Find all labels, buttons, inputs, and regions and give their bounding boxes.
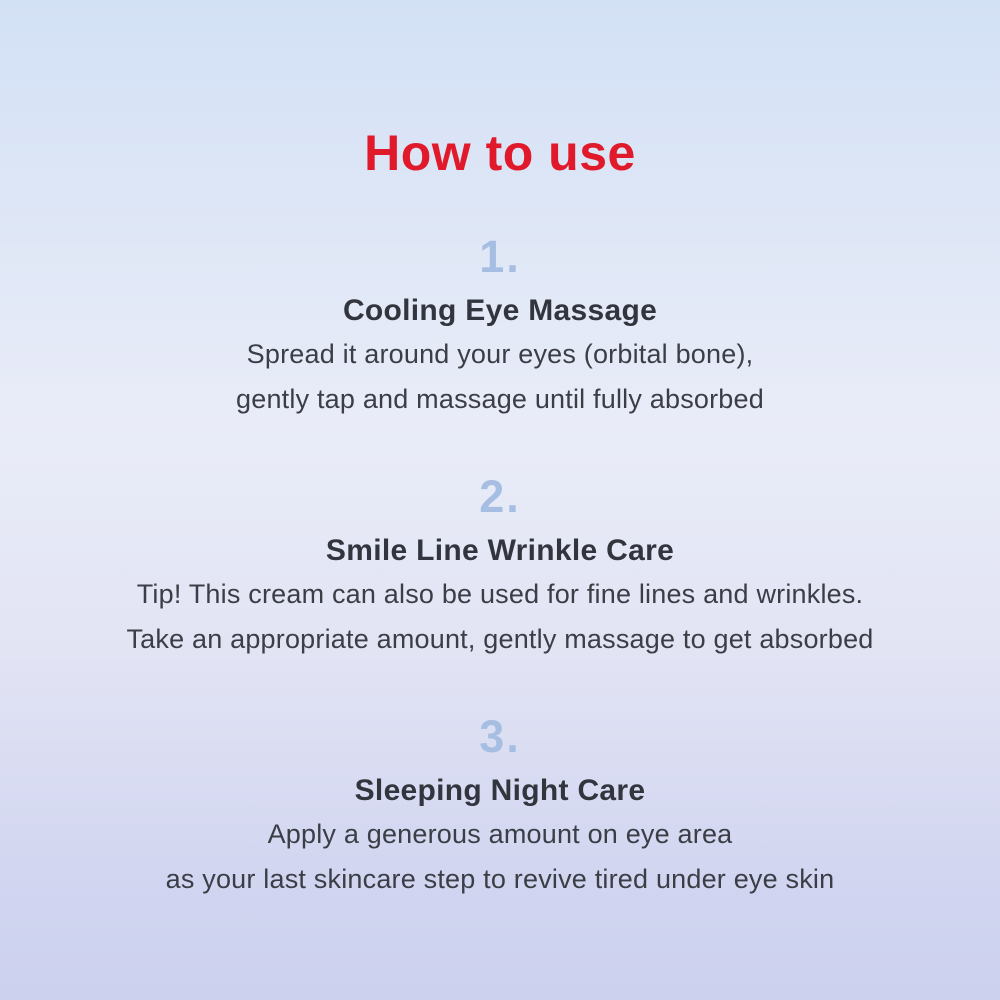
- step-1-line-1: Spread it around your eyes (orbital bone),: [246, 339, 754, 369]
- step-1-heading: Cooling Eye Massage: [342, 294, 658, 327]
- step-1-number: 1.: [479, 231, 521, 282]
- step-3: [0, 711, 1000, 902]
- step-3-number: 3.: [479, 711, 521, 762]
- step-2-heading: Smile Line Wrinkle Care: [325, 534, 675, 567]
- step-1: [0, 231, 1000, 422]
- step-2-number: 2.: [479, 471, 521, 522]
- step-3-line-2: as your last skincare step to revive tired under eye skin: [165, 864, 835, 894]
- step-1-line-2: gently tap and massage until fully absorbed: [236, 384, 764, 414]
- step-2-line-2: Take an appropriate amount, gently massage to get absorbed: [126, 624, 874, 654]
- page-title: How to use: [364, 125, 636, 181]
- step-3-heading: Sleeping Night Care: [354, 774, 646, 807]
- step-3-line-1: Apply a generous amount on eye area: [267, 819, 733, 849]
- step-2-line-1: Tip! This cream can also be used for fine lines and wrinkles.: [136, 579, 864, 609]
- step-2: [0, 471, 1000, 662]
